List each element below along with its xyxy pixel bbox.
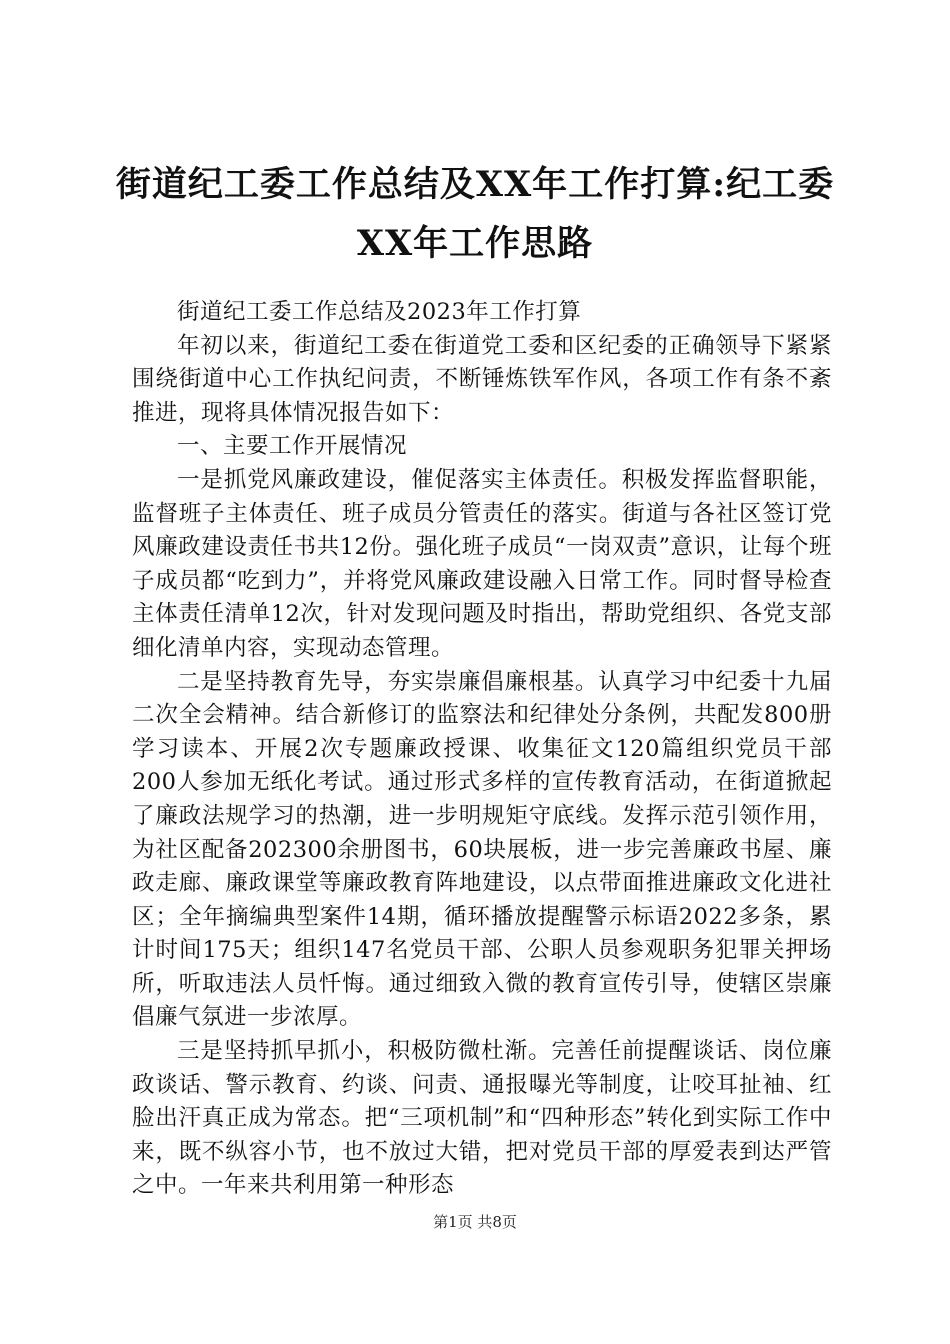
document-title-line-1: 街道纪工委工作总结及XX年工作打算:纪工委: [115, 164, 835, 205]
subtitle-paragraph: 街道纪工委工作总结及2023年工作打算: [177, 299, 582, 325]
page-footer: 第1页 共8页: [433, 1213, 517, 1231]
paragraph-education: 二是坚持教育先导，夯实崇廉倡廉根基。认真学习中纪委十九届二次全会精神。结合新修订的监察法和纪律处分条例，共配发800册学习读本、开展2次专题廉政授课、收集征文120篇组织党员干部200人参加无纸化考试。通过形式多样的宣传教育活动，在街道掀起了廉政法规学习的热潮，进一步明规矩守底线。发挥示范引领作用，为社区配备202300余册图书，60块展板，进一步完善廉政书屋、廉政走廊、廉政课堂等廉政教育阵地建设，以点带面推进廉政文化进社区；全年摘编典型案件14期，循环播放提醒警示标语2022多条，累计时间175天；组织147名党员干部、公职人员参观职务犯罪关押场所，听取违法人员忏悔。通过细致入微的教育宣传引导，使辖区崇廉倡廉气氛进一步浓厚。: [132, 668, 832, 1031]
document-title-line-2: XX年工作思路: [356, 223, 594, 264]
document-body: [132, 296, 832, 1203]
paragraph-early-prevention: 三是坚持抓早抓小，积极防微杜渐。完善任前提醒谈话、岗位廉政谈话、警示教育、约谈、问责、通报曝光等制度，让咬耳扯袖、红脸出汗真正成为常态。把“三项机制”和“四种形态”转化到实际工作中来，既不纵容小节，也不放过大错，把对党员干部的厚爱表到达严管之中。一年来共利用第一种形态: [132, 1038, 832, 1199]
paragraph-party-style: 一是抓党风廉政建设，催促落实主体责任。积极发挥监督职能，监督班子主体责任、班子成员分管责任的落实。街道与各社区签订党风廉政建设责任书共12份。强化班子成员“一岗双责”意识，让每个班子成员都“吃到力”，并将党风廉政建设融入日常工作。同时督导检查主体责任清单12次，针对发现问题及时指出，帮助党组织、各党支部细化清单内容，实现动态管理。: [132, 466, 832, 661]
intro-paragraph: 年初以来，街道纪工委在街道党工委和区纪委的正确领导下紧紧围绕街道中心工作执纪问责，不断锤炼铁军作风，各项工作有条不紊推进，现将具体情况报告如下：: [132, 332, 832, 426]
section-heading: 一、主要工作开展情况: [177, 433, 408, 460]
